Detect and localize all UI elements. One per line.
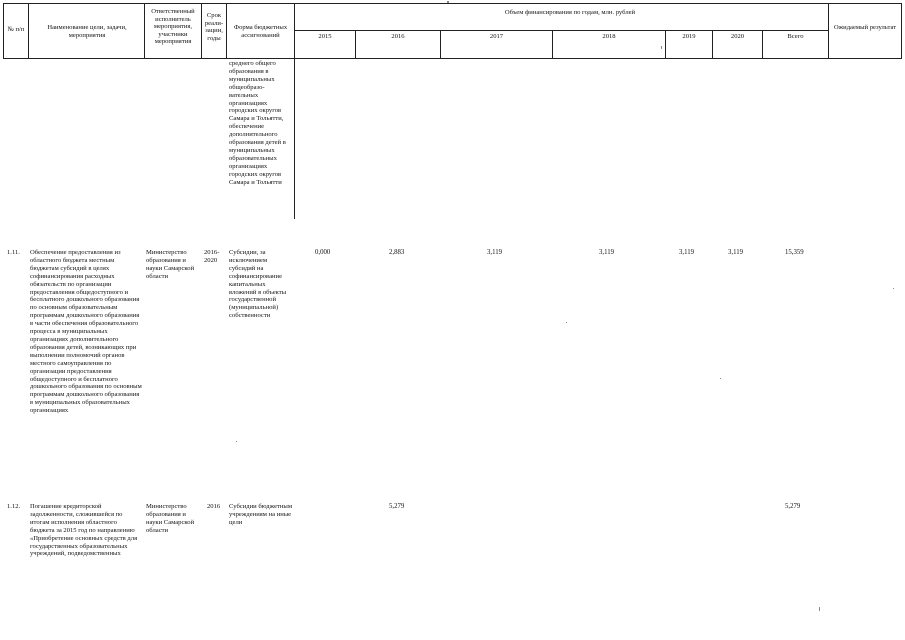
row-1-12-num: 1.12. (7, 503, 21, 510)
row-1-11-2015: 0,000 (315, 249, 331, 256)
header-result: Ожидаемый результат (833, 24, 897, 31)
row-1-11-2019: 3,119 (679, 249, 695, 256)
row-1-11-2018: 3,119 (599, 249, 615, 256)
row-1-12-2016: 5,279 (389, 503, 405, 510)
header-total: Всего (787, 33, 804, 40)
header-year-2016: 2016 (391, 33, 405, 40)
row-1-11-executor: Министерство образования и науки Самарской области (146, 249, 195, 280)
row-1-11-total: 15,359 (785, 249, 804, 256)
scan-speck (447, 1, 449, 3)
header-funding: Объем финансирования по годам, млн. рублей (504, 9, 636, 16)
row-1-11-num: 1.11. (7, 249, 20, 256)
header-year-2015: 2015 (318, 33, 332, 40)
header-year-2017: 2017 (489, 33, 504, 40)
row-1-11-term: 2016-2020 (204, 249, 220, 264)
header-year-2019: 2019 (682, 33, 696, 40)
scan-speck (661, 46, 662, 49)
row-1-12-name: Погашение кредиторской задолженности, сложившейся по итогам исполнения областного бюджета за 2015 год по направлению «Приобретение основных средств для государственных образовательных учреждений, подведомственных (30, 503, 138, 558)
table-header-bottom-border (3, 58, 902, 59)
row-1-12-total: 5,279 (785, 503, 801, 510)
scan-speck (893, 288, 894, 289)
scan-speck (819, 607, 820, 611)
row-1-12-executor: Министерство образования и науки Самарской области (146, 503, 195, 534)
row-1-12-form: Субсидии бюджетным учреждениям на иные цели (229, 503, 293, 526)
header-executor: Ответственный исполнитель мероприятия, участники мероприятия (151, 8, 195, 46)
table-top-border (3, 3, 902, 4)
scan-speck (566, 322, 567, 323)
row-1-11-2017: 3,119 (487, 249, 503, 256)
header-form: Форма бюджетных ассигнований (233, 24, 288, 39)
header-year-2018: 2018 (602, 33, 616, 40)
header-name: Наименование цели, задачи, мероприятия (47, 24, 127, 39)
header-num: № п/п (7, 26, 25, 33)
header-term: Срок реали-зации, годы (204, 12, 224, 42)
row-1-11-form: Субсидии, за исключением субсидий на софинансирование капитальных вложений в объекты государственной (муниципальной) собственности (229, 249, 287, 320)
scan-speck (720, 378, 721, 379)
col-divider (828, 3, 829, 59)
row-1-12-term: 2016 (207, 503, 221, 510)
col-divider (28, 3, 29, 59)
row-1-11-2016: 2,883 (389, 249, 405, 256)
funding-subheader-line (294, 30, 828, 31)
row-1-11-name: Обеспечение предоставления из областного бюджета местным бюджетам субсидий в целях софинансирования расходных обязательств по организации предоставления общедоступного и бесплатного дошкольного образования по основным образовательным программам дошкольного образования в части обеспечения образовательного процесса в муниципальных организациях дополнительного образования детей, возникающих при выполнении полномочий органов местного самоуправления по организации предоставления общедоступного и бесплатного дошкольного образования по основным программам дошкольного образования в муниципальных образовательных организациях (30, 249, 142, 415)
header-year-2020: 2020 (730, 33, 745, 40)
scan-speck (236, 441, 237, 442)
row-1-11-2020: 3,119 (728, 249, 744, 256)
table-right-border (901, 3, 902, 59)
continued-form-text: среднего общего образования в муниципальных общеобразо-вательных организациях городских округов Самара и Тольятти, обеспечение дополнительного образования детей в муниципальных образовательных организациях городских округов Самара и Тольятти (229, 60, 286, 186)
